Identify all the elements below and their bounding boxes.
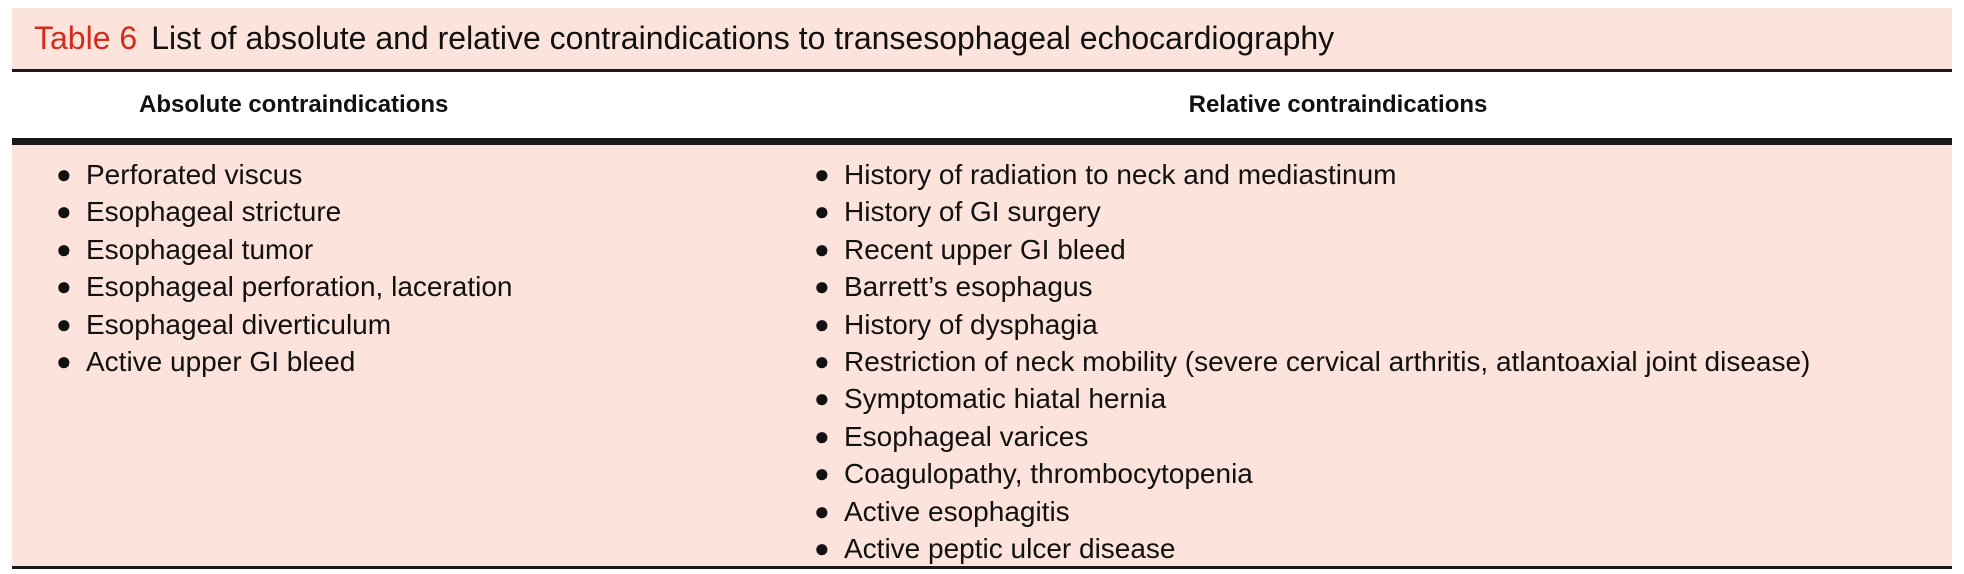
bullet-icon: ● bbox=[814, 308, 830, 339]
list-item-text: History of GI surgery bbox=[844, 196, 1101, 228]
list-item bbox=[56, 306, 814, 343]
header-relative: Relative contraindications bbox=[1188, 91, 1488, 118]
list-item bbox=[814, 156, 1952, 193]
relative-list bbox=[814, 156, 1952, 566]
list-item bbox=[814, 530, 1952, 567]
list-item-text: Barrett’s esophagus bbox=[844, 271, 1093, 303]
bullet-icon: ● bbox=[56, 271, 72, 302]
list-item bbox=[814, 380, 1952, 417]
list-item-text: Esophageal stricture bbox=[86, 196, 342, 228]
list-item bbox=[56, 156, 814, 193]
list-item-text: Symptomatic hiatal hernia bbox=[844, 383, 1167, 415]
list-item-text: Esophageal varices bbox=[844, 420, 1089, 452]
header-absolute: Absolute contraindications bbox=[139, 91, 449, 118]
bullet-icon: ● bbox=[56, 196, 72, 227]
header-row bbox=[12, 72, 1952, 138]
list-item bbox=[814, 193, 1952, 230]
bullet-icon: ● bbox=[814, 495, 830, 526]
header-rule bbox=[12, 138, 1952, 145]
bullet-icon: ● bbox=[56, 308, 72, 339]
list-item bbox=[814, 343, 1952, 380]
absolute-list bbox=[12, 156, 814, 566]
bullet-icon: ● bbox=[814, 532, 830, 563]
list-item bbox=[56, 193, 814, 230]
list-item bbox=[56, 231, 814, 268]
bullet-icon: ● bbox=[814, 196, 830, 227]
body-row bbox=[12, 145, 1952, 566]
list-item-text: Active esophagitis bbox=[844, 495, 1070, 527]
bullet-icon: ● bbox=[814, 420, 830, 451]
bullet-icon: ● bbox=[814, 383, 830, 414]
list-item bbox=[814, 306, 1952, 343]
list-item bbox=[814, 231, 1952, 268]
list-item-text: Esophageal perforation, laceration bbox=[86, 271, 513, 303]
bullet-icon: ● bbox=[814, 159, 830, 189]
list-item bbox=[814, 493, 1952, 530]
bullet-icon: ● bbox=[814, 458, 830, 489]
bullet-icon: ● bbox=[56, 345, 72, 376]
bullet-icon: ● bbox=[56, 159, 72, 189]
table-title: List of absolute and relative contraindications to transesophageal echocardiography bbox=[151, 20, 1335, 56]
list-item-text: History of dysphagia bbox=[844, 308, 1098, 340]
list-item bbox=[814, 268, 1952, 305]
contraindications-table bbox=[12, 8, 1952, 569]
bullet-icon: ● bbox=[814, 271, 830, 302]
table-label: Table 6 bbox=[34, 20, 138, 56]
bullet-icon: ● bbox=[56, 233, 72, 264]
list-item-text: Active peptic ulcer disease bbox=[844, 532, 1176, 564]
list-item-text: Perforated viscus bbox=[86, 159, 303, 190]
list-item-text: Coagulopathy, thrombocytopenia bbox=[844, 458, 1253, 490]
list-item-text: Esophageal diverticulum bbox=[86, 308, 392, 340]
list-item bbox=[56, 343, 814, 380]
list-item-text: History of radiation to neck and mediastinum bbox=[844, 159, 1397, 190]
table-caption bbox=[12, 8, 1952, 69]
list-item-text: Active upper GI bleed bbox=[86, 345, 356, 377]
bullet-icon: ● bbox=[814, 345, 830, 376]
list-item bbox=[814, 418, 1952, 455]
list-item-text: Esophageal tumor bbox=[86, 233, 314, 265]
bullet-icon: ● bbox=[814, 233, 830, 264]
list-item bbox=[56, 268, 814, 305]
list-item bbox=[814, 455, 1952, 492]
list-item-text: Restriction of neck mobility (severe cervical arthritis, atlantoaxial joint disease) bbox=[844, 345, 1811, 377]
list-item-text: Recent upper GI bleed bbox=[844, 233, 1126, 265]
